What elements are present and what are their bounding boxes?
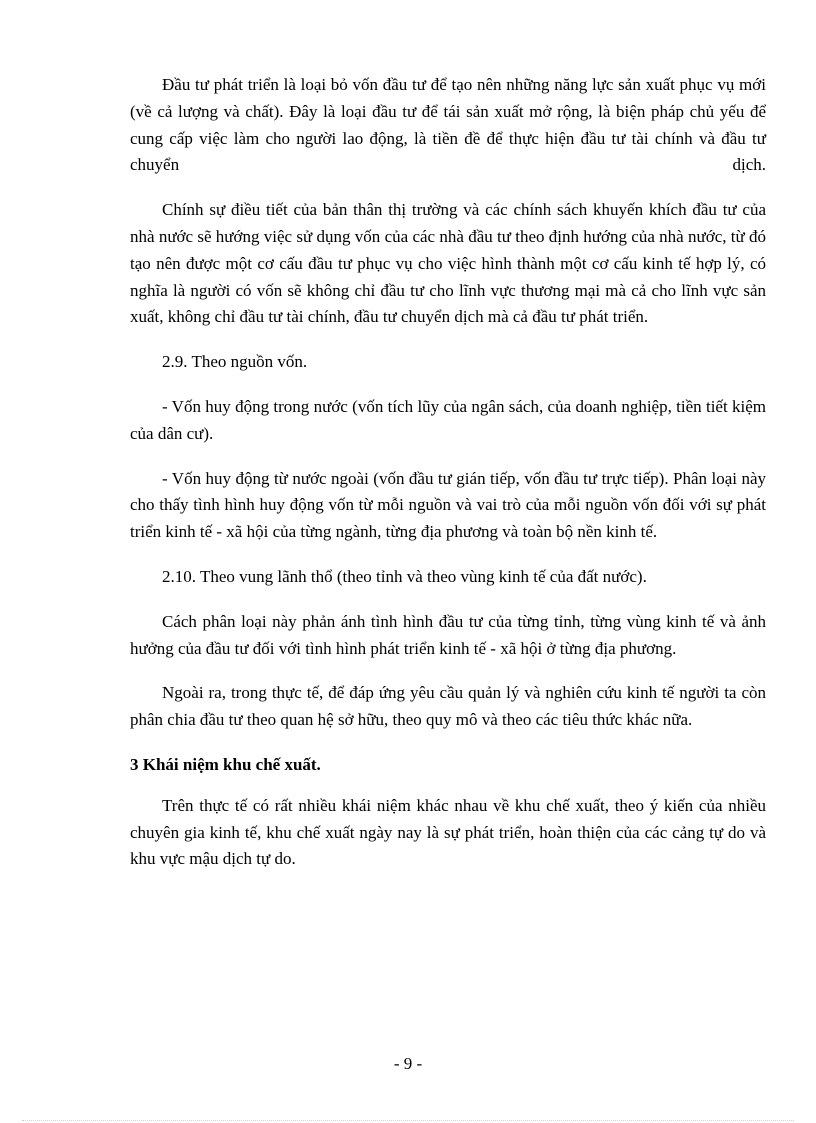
paragraph-development-investment: Đầu tư phát triển là loại bỏ vốn đầu tư để tạo nên những năng lực sản xuất phục vụ mới (về cả lượng và chất). Đây là loại đầu tư để tái sản xuất mở rộng, là biện pháp chủ yếu để cung cấp việc làm cho người lao động, là tiền đề để thực hiện đầu tư tài chính và đầu tư chuyển dịch. [130,75,766,175]
page-number: - 9 - [393,1054,423,1073]
paragraph-other-criteria: Ngoài ra, trong thực tế, để đáp ứng yêu cầu quản lý và nghiên cứu kinh tế người ta còn phân chia đầu tư theo quan hệ sở hữu, theo quy mô và theo các tiêu thức khác nữa. [130,683,766,730]
paragraph-market-regulation: Chính sự điều tiết của bản thân thị trường và các chính sách khuyến khích đầu tư của nhà nước sẽ hướng việc sử dụng vốn của các nhà đầu tư theo định hướng của nhà nước, từ đó tạo nên được một cơ cấu đầu tư phục vụ cho việc hình thành một cơ cấu kinh tế hợp lý, có nghĩa là người có vốn sẽ không chỉ đầu tư cho lĩnh vực thương mại mà cả cho lĩnh vực sản xuất, không chỉ đầu tư tài chính, đầu tư chuyển dịch mà cả đầu tư phát triển. [130,200,766,327]
paragraph-foreign-capital: - Vốn huy động từ nước ngoài (vốn đầu tư gián tiếp, vốn đầu tư trực tiếp). Phân loại này cho thấy tình hình huy động vốn từ mỗi nguồn và vai trò của mỗi nguồn vốn đối với sự phát triển kinh tế - xã hội của từng ngành, từng địa phương và toàn bộ nền kinh tế. [130,468,766,542]
page-bottom-divider [22,1120,794,1121]
paragraph-classification-reflection: Cách phân loại này phản ánh tình hình đầu tư của từng tỉnh, từng vùng kinh tế và ảnh hưởng của đầu tư đối với tình hình phát triển kinh tế - xã hội ở từng địa phương. [130,611,766,658]
paragraph-by-territory: 2.10. Theo vung lãnh thổ (theo tỉnh và theo vùng kinh tế của đất nước). [162,566,647,586]
paragraph-export-zone-concept: Trên thực tế có rất nhiều khái niệm khác nhau về khu chế xuất, theo ý kiến của nhiều chuyên gia kinh tế, khu chế xuất ngày nay là sự phát triển, hoàn thiện của các cảng tự do và khu vực mậu dịch tự do. [130,795,766,869]
paragraph-domestic-capital: - Vốn huy động trong nước (vốn tích lũy của ngân sách, của doanh nghiệp, tiền tiết kiệm của dân cư). [130,396,766,443]
page-body [130,72,766,891]
paragraph-by-capital-source: 2.9. Theo nguồn vốn. [162,352,308,372]
section-heading: 3 Khái niệm khu chế xuất. [130,754,321,774]
